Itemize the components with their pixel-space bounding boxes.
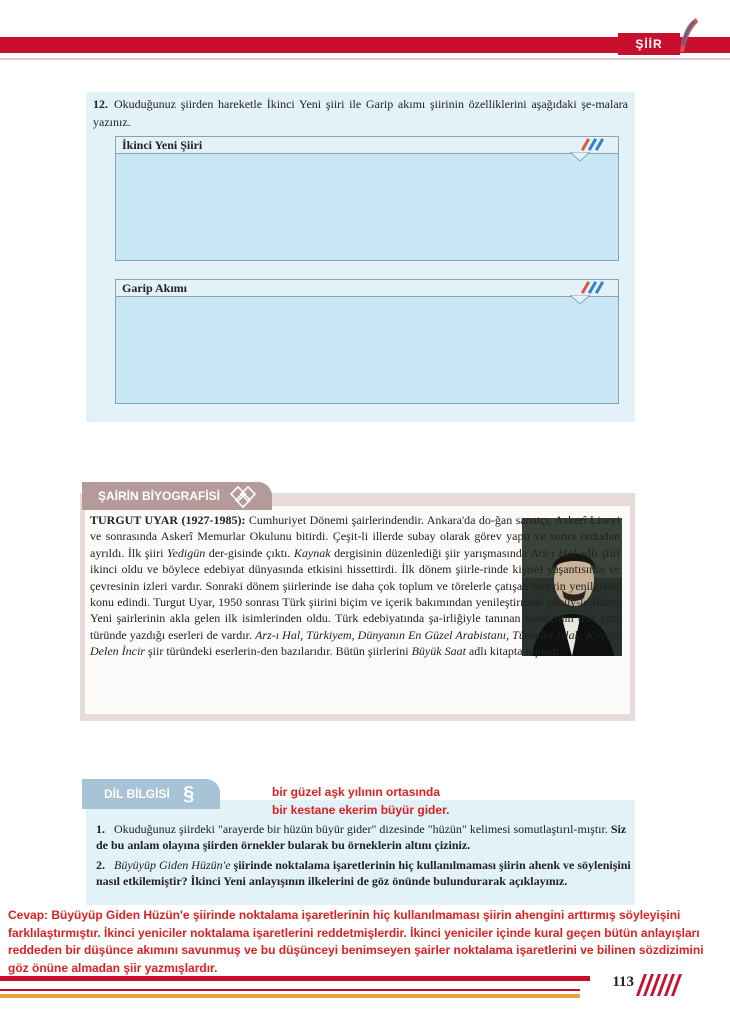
bio-text-part: Cumhuriyet Dönemi şairlerindendir. Ankara'da do-ğan sanatçı, Askerî Liseyi ve sonrasında Askerî Memurlar Okulunu bitirdi. Çeşit-li illerde subay olarak görev yaptı ve sonra ordudan ayrıldı. İlk şiiri bbox=[90, 513, 621, 560]
box-title-text: İkinci Yeni Şiiri bbox=[122, 138, 203, 152]
section-symbol-icon: § bbox=[183, 783, 195, 805]
box-garip-title bbox=[115, 279, 619, 297]
work-title: Arz-ı Hal bbox=[530, 545, 577, 560]
box-pointer-icon bbox=[570, 152, 590, 162]
work-title: Kaynak bbox=[293, 545, 331, 560]
footer-rule bbox=[0, 989, 580, 991]
page-number: 113 bbox=[612, 974, 634, 990]
box-title-text: Garip Akımı bbox=[122, 281, 188, 295]
item-number: 2. bbox=[96, 858, 105, 872]
item-instruction: şiirinde noktalama işaretlerinin hiç kullanılmaması şiirin ahenk ve söylenişini nasıl etkilemiştir? İkinci Yeni anlayışının ilkelerini de göz önünde bulundurarak açıklayınız. bbox=[96, 858, 631, 888]
grammar-tab-label: DİL BİLGİSİ bbox=[104, 787, 170, 801]
box-pointer-icon bbox=[570, 295, 590, 305]
handwritten-note-line-2: bir kestane ekerim büyür gider. bbox=[272, 803, 450, 817]
question-text: Okuduğunuz şiirden hareketle İkinci Yeni şiiri ile Garip akımı şiirinin özelliklerini aşağıdaki şe-malara yazınız. bbox=[93, 97, 628, 129]
answer-box-garip[interactable] bbox=[115, 296, 619, 404]
header-rule bbox=[0, 58, 730, 60]
question-number: 12. bbox=[93, 97, 108, 111]
section-label: ŞİİR bbox=[618, 33, 680, 55]
answer-text: Cevap: Büyüyüp Giden Hüzün'e şiirinde noktalama işaretlerinin hiç kullanılmaması şiirin ahengini arttırmış söyleyişini farklılaştırmıştır. İkinci yeniciler noktalama işaretlerini reddetmişlerdir. İkinci yeniciler içinde kural geçen bütün anlayışları reddeden bir düşünce akımını savunmuş ve bu düşünceyi benimseyen şairler noktalama işaretlerini ve bilinen sözdizimini göz önüne almadan şiir yazmışlardır. bbox=[8, 908, 704, 975]
works-list: Arz-ı Hal, Türkiyem, Dünyanın En Güzel Arabistanı, Tütünler Islak, Kayayı Delen İncir bbox=[90, 627, 620, 659]
answer-box-ikinci-yeni[interactable] bbox=[115, 153, 619, 261]
footer-band bbox=[0, 976, 590, 981]
biography-tab-label: ŞAİRİN BİYOGRAFİSİ bbox=[98, 489, 221, 503]
grammar-tab bbox=[82, 779, 220, 809]
work-title: Büyük Saat bbox=[411, 644, 466, 659]
handwritten-note-line-1: bir güzel aşk yılının ortasında bbox=[272, 785, 441, 799]
poet-name: TURGUT UYAR (1927-1985): bbox=[90, 513, 246, 527]
item-text: Okuduğunuz şiirdeki "arayerde bir hüzün büyür gider" dizesinde "hüzün" kelimesi somutlaştırıl-mıştır. bbox=[114, 822, 608, 836]
bio-text-part: der-gisinde çıktı. bbox=[208, 545, 291, 560]
bio-text-part: şiir türündeki eserlerin-den bazılarıdır. Bütün şiirlerini bbox=[147, 644, 409, 659]
footer-accent bbox=[0, 994, 580, 998]
grammar-item-1 bbox=[96, 821, 631, 853]
grammar-item-2 bbox=[96, 857, 631, 889]
bio-text-part: adlı şiiri ikinci oldu ve böylece edebiyat dünyasında etkisini hissettirdi. İlk dönem şiirle-rinde kişisel yaşantısının ve çevresinin izleri vardır. Sonraki dönem şiirlerinde ise daha çok toplum ve törelerle çatışan bireyin yenilgisini konu edindi. Turgut Uyar, 1950 sonrası Türk şiirini biçim ve içerik bakımından yenileştirmesi yönüy-le İkinci Yeni şairlerinin akla gelen ilk isimlerinden oldu. Türk edebiyatında şa-irliğiyle tanınan sanatçının düz yazı türünde yazdığı eserleri de vardır. bbox=[90, 545, 621, 642]
quill-pen-icon bbox=[676, 16, 700, 56]
biography-text bbox=[90, 512, 620, 660]
item-instruction: Siz de bu anlam olayına şiirden örnekler bularak bu örneklerin altını çiziniz. bbox=[96, 822, 627, 852]
item-number: 1. bbox=[96, 822, 105, 836]
knot-ornament-icon bbox=[226, 484, 260, 510]
poem-title: Büyüyüp Giden Hüzün'e bbox=[114, 858, 231, 872]
work-title: Yedigün bbox=[166, 545, 206, 560]
bio-text-part: dergisinin düzenlediği şiir yarışmasında bbox=[334, 545, 528, 560]
bio-text-part: adlı kitapta topladı. bbox=[468, 644, 562, 659]
box-ikinci-yeni-title bbox=[115, 136, 619, 154]
question-12 bbox=[93, 95, 628, 131]
